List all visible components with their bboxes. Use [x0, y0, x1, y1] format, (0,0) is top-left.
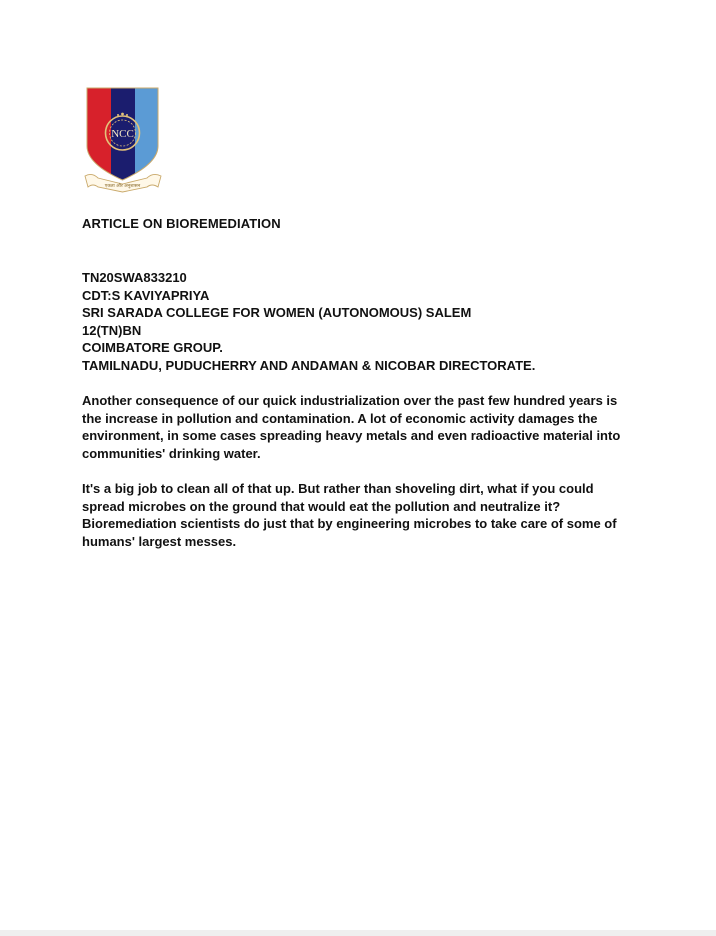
- body-paragraph-2: It's a big job to clean all of that up. But rather than shoveling dirt, what if you could spread microbes on the ground that would eat the pollution and neutralize it? Bioremediation scientists do just that by engineering microbes to take care of some of humans' largest messes.: [82, 481, 617, 549]
- college-name: SRI SARADA COLLEGE FOR WOMEN (AUTONOMOUS) SALEM: [82, 305, 472, 321]
- cadet-name: CDT:S KAVIYAPRIYA: [82, 287, 210, 303]
- ncc-emblem-icon: [82, 84, 164, 194]
- author-info-block: [82, 269, 535, 375]
- battalion: 12(TN)BN: [82, 322, 142, 338]
- group-name: COIMBATORE GROUP.: [82, 340, 223, 356]
- page-bottom-edge: [0, 930, 716, 936]
- ncc-motto-text: एकता और अनुशासन: [104, 184, 141, 189]
- ncc-logo-text: NCC: [111, 128, 134, 140]
- registration-number: TN20SWA833210: [82, 270, 187, 285]
- article-title: ARTICLE ON BIOREMEDIATION: [82, 216, 281, 231]
- body-paragraph-1: Another consequence of our quick industrialization over the past few hundred years is the increase in pollution and contamination. A lot of economic activity damages the environment, in some cases spreading heavy metals and even radioactive material into communities' drinking water.: [82, 393, 621, 461]
- ncc-logo: [82, 84, 164, 194]
- directorate-name: TAMILNADU, PUDUCHERRY AND ANDAMAN & NICOBAR DIRECTORATE.: [82, 357, 536, 373]
